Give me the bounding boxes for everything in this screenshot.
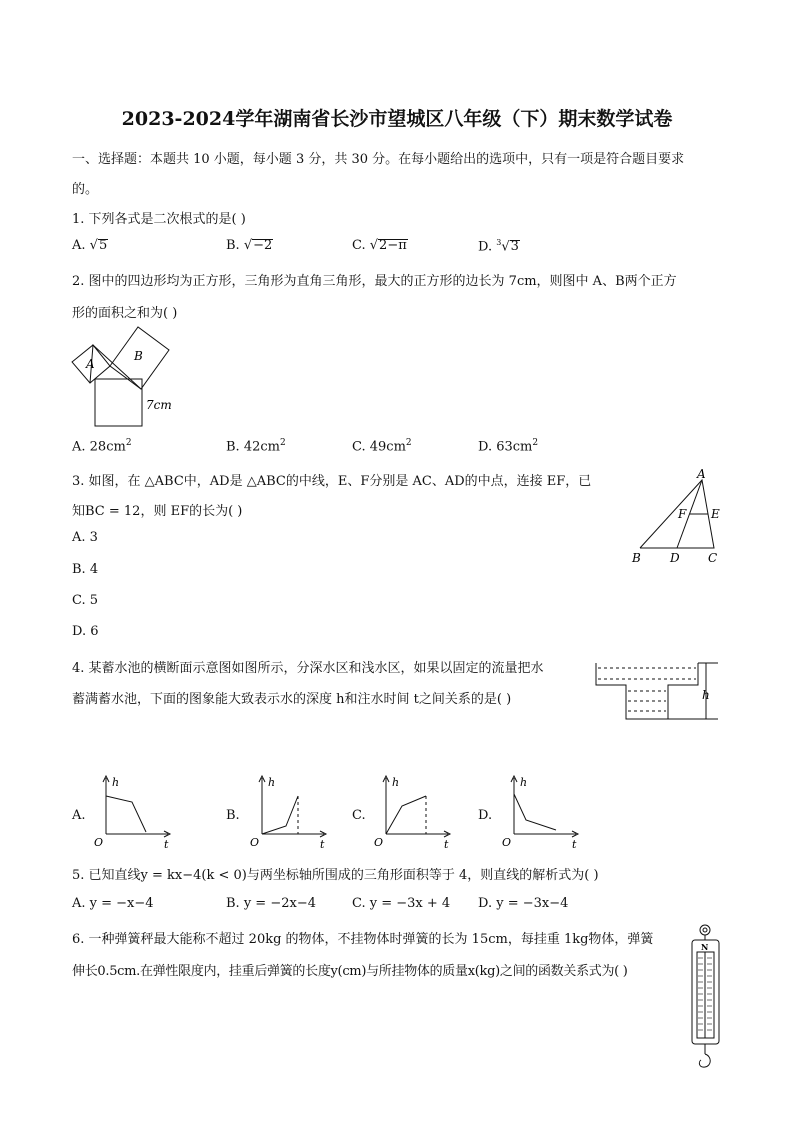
- q4-graph-c-origin: O: [374, 836, 384, 849]
- q2-label-b: B: [134, 349, 143, 363]
- q5-option-b: B. y = −2x−4: [226, 896, 316, 911]
- section-header-line2: 的。: [72, 182, 99, 197]
- q2-option-c-sup: 2: [405, 438, 412, 448]
- q3-line2: 知BC = 12，则 EF的长为( ): [72, 504, 243, 519]
- q6-spring-scale: [684, 922, 732, 1072]
- q1-option-d-radicand: 3: [510, 239, 519, 255]
- q4-graph-d-curve: [514, 794, 556, 830]
- q4-line2: 蓄满蓄水池，下面的图象能大致表示水的深度 h和注水时间 t之间关系的是( ): [72, 692, 512, 707]
- q4-graph-a-axis-t: t: [164, 838, 169, 851]
- q1-option-d: D. $^3$√3: [478, 238, 519, 255]
- q1-option-c-radicand: 2−π: [379, 238, 407, 253]
- q2-label-side: 7cm: [146, 398, 172, 412]
- q1-option-c-label: C.: [352, 238, 370, 253]
- q3-line1: 3. 如图，在 △ABC中，AD是 △ABC的中线，E、F分别是 AC、AD的中点，连接 EF，已: [72, 474, 592, 489]
- q4-pool-label-h: h: [702, 688, 710, 702]
- q2-option-c: [352, 438, 412, 454]
- q1-option-b-radicand: −2: [253, 238, 273, 253]
- q2-figure: [60, 320, 200, 435]
- q6-scale-ring: [700, 925, 710, 935]
- q3-option-a: A. 3: [72, 530, 98, 545]
- q4-graph-a-curve: [106, 796, 146, 832]
- q1-option-b: B. √−2: [226, 238, 273, 253]
- q6-line1: 6. 一种弹簧秤最大能称不超过 20kg 的物体，不挂物体时弹簧的长为 15cm，每挂重 1kg物体，弹簧: [72, 932, 654, 947]
- q3-label-b: B: [632, 551, 641, 565]
- q4-option-c-label: C.: [352, 808, 366, 823]
- q3-label-a: A: [697, 467, 706, 481]
- q2-option-a-sup: 2: [125, 438, 132, 448]
- q5-stem: 5. 已知直线y = kx−4(k < 0)与两坐标轴所围成的三角形面积等于 4，则直线的解析式为( ): [72, 868, 599, 883]
- q4-graph-a-axis-h: h: [112, 776, 120, 789]
- q3-option-c: C. 5: [72, 593, 99, 608]
- q5-option-d: D. y = −3x−4: [478, 896, 569, 911]
- q2-line1: 2. 图中的四边形均为正方形，三角形为直角三角形，最大的正方形的边长为 7cm，则图中 A、B两个正方: [72, 274, 677, 289]
- q4-option-b-label: B.: [226, 808, 240, 823]
- q2-option-a: [72, 438, 132, 454]
- q3-figure: [628, 466, 728, 566]
- q1-option-b-label: B.: [226, 238, 244, 253]
- q1-option-d-label: D.: [478, 239, 497, 255]
- q3-label-c: C: [708, 551, 718, 565]
- q4-graph-c-axis-h: h: [392, 776, 400, 789]
- q2-option-a-text: A. 28cm: [72, 439, 126, 455]
- q3-label-f: F: [678, 507, 687, 521]
- q1-option-a-radicand: 5: [98, 238, 108, 253]
- q2-line2: 形的面积之和为( ): [72, 306, 178, 321]
- q4-graph-d: [498, 770, 588, 850]
- q1-option-a: A. √5: [72, 238, 108, 253]
- q4-graph-b-curve: [262, 796, 298, 834]
- q5-option-c: C. y = −3x + 4: [352, 896, 451, 911]
- q4-graph-d-axis-t: t: [572, 838, 577, 851]
- q6-scale-mark: N: [701, 942, 709, 952]
- q6-scale-hook: [699, 1054, 710, 1067]
- q1-option-d-index: 3: [496, 238, 502, 247]
- q2-option-b-text: B. 42cm: [226, 439, 280, 455]
- q3-label-e: E: [711, 507, 720, 521]
- q4-graph-b-axis-t: t: [320, 838, 325, 851]
- section-header-line1: 一、选择题：本题共 10 小题，每小题 3 分，共 30 分。在每小题给出的选项中，只有一项是符合题目要求: [72, 152, 685, 167]
- q6-line2: 伸长0.5cm.在弹性限度内，挂重后弹簧的长度y(cm)与所挂物体的质量x(kg)之间的函数关系式为( ): [72, 964, 628, 979]
- q4-graph-a: [90, 770, 180, 850]
- q4-graph-c-axis-t: t: [444, 838, 449, 851]
- q4-graph-c-curve: [386, 796, 426, 834]
- q4-graph-d-origin: O: [502, 836, 512, 849]
- q4-graph-b-origin: O: [250, 836, 260, 849]
- q2-option-d: [478, 438, 538, 454]
- q5-option-a: A. y = −x−4: [72, 896, 154, 911]
- q4-option-d-label: D.: [478, 808, 493, 823]
- q4-graph-a-origin: O: [94, 836, 104, 849]
- q2-label-a: A: [86, 357, 95, 371]
- q2-option-c-text: C. 49cm: [352, 439, 406, 455]
- q4-pool-figure: [590, 655, 730, 725]
- q1-option-a-label: A.: [72, 238, 90, 253]
- q3-label-d: D: [670, 551, 680, 565]
- q2-option-b-sup: 2: [279, 438, 286, 448]
- q3-option-d: D. 6: [72, 624, 99, 639]
- q4-graph-b: [246, 770, 336, 850]
- q4-graph-b-axis-h: h: [268, 776, 276, 789]
- q4-graph-c: [370, 770, 460, 850]
- q1-option-c: C. √2−π: [352, 238, 407, 253]
- q4-graph-d-axis-h: h: [520, 776, 528, 789]
- q2-option-d-text: D. 63cm: [478, 439, 533, 455]
- q2-option-d-sup: 2: [532, 438, 539, 448]
- page-title: 2023-2024学年湖南省长沙市望城区八年级（下）期末数学试卷: [121, 108, 673, 130]
- q4-line1: 4. 某蓄水池的横断面示意图如图所示，分深水区和浅水区，如果以固定的流量把水: [72, 661, 544, 676]
- q1-stem: 1. 下列各式是二次根式的是( ): [72, 212, 246, 227]
- q2-square-large: [95, 379, 142, 426]
- q2-option-b: [226, 438, 286, 454]
- q4-option-a-label: A.: [72, 808, 86, 823]
- q3-option-b: B. 4: [72, 562, 99, 577]
